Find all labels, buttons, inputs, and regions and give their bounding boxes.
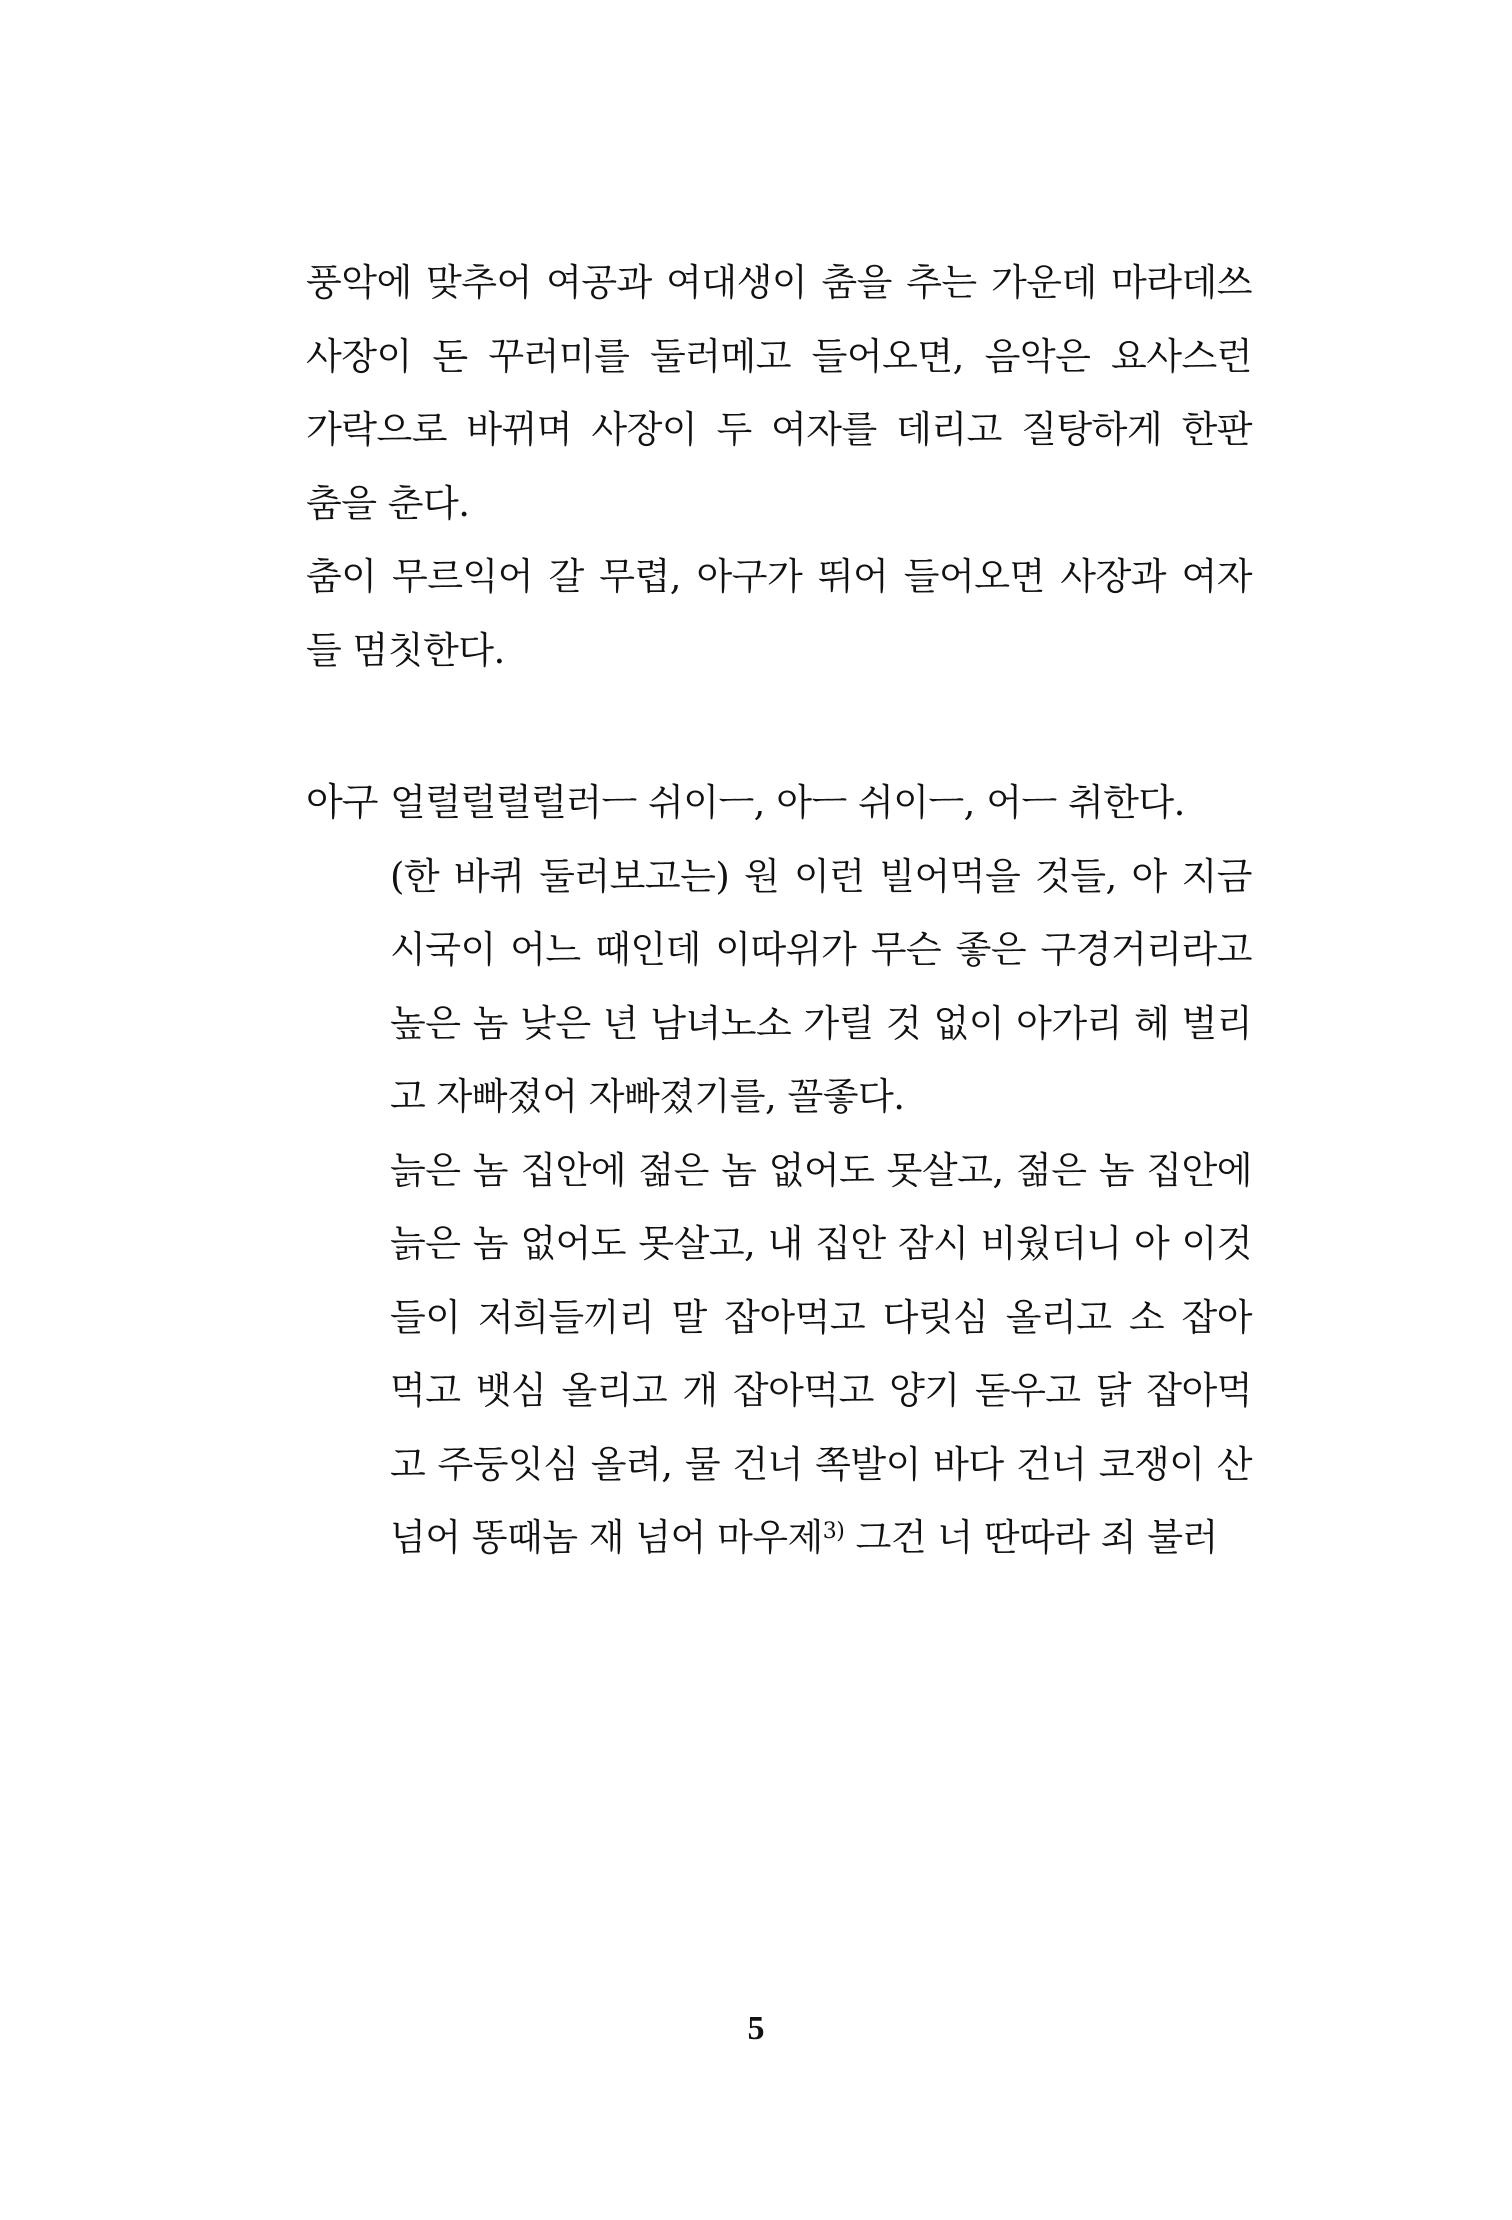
dialogue-line: (한 바퀴 둘러보고는) 원 이런 빌어먹을 것들, 아 지금 — [390, 854, 1252, 898]
dialogue-line: 들이 저희들끼리 말 잡아먹고 다릿심 올리고 소 잡아 — [390, 1295, 1252, 1339]
dialogue-text: 그건 너 딴따라 죄 불러 — [844, 1516, 1218, 1559]
dialogue-line: 늙은 놈 없어도 못살고, 내 집안 잠시 비웠더니 아 이것 — [390, 1222, 1252, 1265]
stage-direction-line: 풍악에 맞추어 여공과 여대생이 춤을 추는 가운데 마라데쓰 — [306, 261, 1252, 304]
dialogue-line: 높은 놈 낮은 년 남녀노소 가릴 것 없이 아가리 헤 벌리 — [390, 1001, 1252, 1045]
stage-direction-line: 춤을 춘다. — [306, 481, 470, 525]
stage-direction-line: 들 멈칫한다. — [306, 628, 505, 672]
stage-direction-block — [306, 246, 1252, 687]
dialogue-line: 고 주둥잇심 올려, 물 건너 쪽발이 바다 건너 코쟁이 산 — [390, 1442, 1252, 1486]
speaker-name: 아구 — [306, 780, 378, 824]
footnote-marker[interactable]: 3) — [822, 1519, 845, 1544]
dialogue-block — [306, 766, 1252, 1575]
stage-direction-line: 가락으로 바뀌며 사장이 두 여자를 데리고 질탕하게 한판 — [306, 408, 1252, 451]
dialogue-line-with-footnote — [390, 1501, 1252, 1575]
dialogue-line: 늙은 놈 집안에 젊은 놈 없어도 못살고, 젊은 놈 집안에 — [390, 1148, 1252, 1192]
dialogue-line: 먹고 뱃심 올리고 개 잡아먹고 양기 돋우고 닭 잡아먹 — [390, 1369, 1252, 1412]
dialogue-line: 고 자빠졌어 자빠졌기를, 꼴좋다. — [390, 1075, 905, 1118]
dialogue-line: 시국이 어느 때인데 이따위가 무슨 좋은 구경거리라고 — [390, 928, 1252, 971]
stage-direction-line: 사장이 돈 꾸러미를 둘러메고 들어오면, 음악은 요사스런 — [306, 334, 1252, 378]
stage-direction-line: 춤이 무르익어 갈 무렵, 아구가 뛰어 들어오면 사장과 여자 — [306, 555, 1252, 598]
dialogue-first-row — [306, 766, 1252, 840]
page-number: 5 — [747, 2010, 765, 2047]
dialogue-text: 넘어 똥때놈 재 넘어 마우제 — [390, 1516, 823, 1559]
dialogue-line: 얼럴럴럴럴러ㅡ 쉬이ㅡ, 아ㅡ 쉬이ㅡ, 어ㅡ 취한다. — [390, 781, 1185, 824]
